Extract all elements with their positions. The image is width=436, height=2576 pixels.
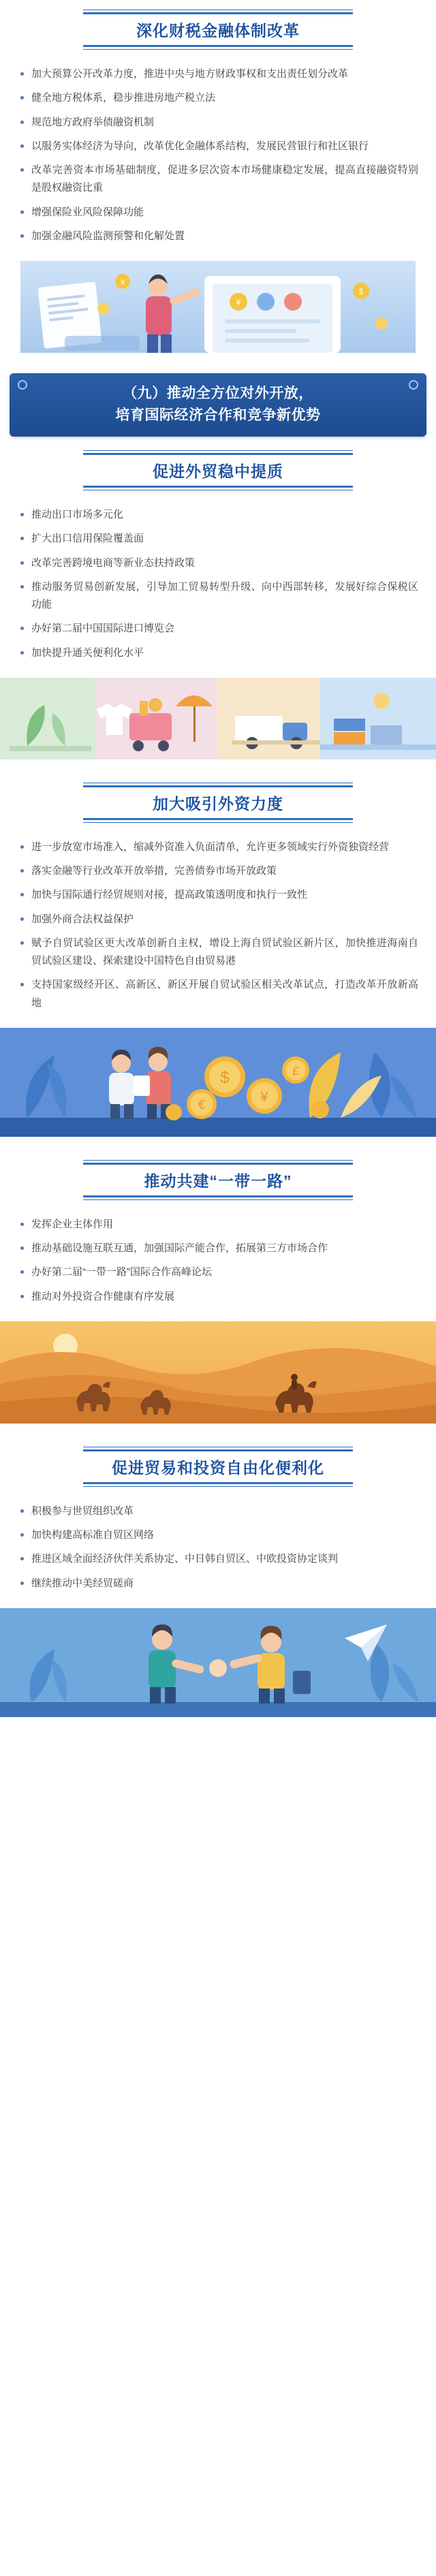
- heading-rule-top: [83, 1160, 354, 1165]
- list-item: 改革完善资本市场基础制度，促进多层次资本市场健康稳定发展，提高直接融资特别是股权融资比重: [20, 161, 418, 198]
- section-heading-trade-facilitation: [0, 1437, 436, 1494]
- list-item: 办好第二届中国国际进口博览会: [20, 620, 418, 638]
- ribbon-decoration-right: [409, 380, 418, 390]
- spacer: [0, 1137, 436, 1150]
- heading-rule-top: [83, 10, 354, 14]
- heading-rule-top: [83, 1447, 354, 1451]
- heading-rule-bottom: [83, 486, 354, 490]
- heading-rule-top: [83, 783, 354, 787]
- ribbon-opening-up: [0, 366, 436, 441]
- heading-rule-top: [83, 450, 354, 455]
- illustration-silk-road-scene: [0, 1321, 436, 1424]
- page-title-foreign-investment: 加大吸引外资力度: [153, 794, 283, 813]
- spacer: [0, 1424, 436, 1437]
- svg-text:¥: ¥: [236, 297, 241, 307]
- svg-text:$: $: [358, 287, 364, 296]
- list-item: 规范地方政府举债融资机制: [20, 114, 418, 131]
- list-item: 积极参与世贸组织改革: [20, 1503, 418, 1520]
- heading-rule-bottom: [83, 1195, 354, 1200]
- list-item: 健全地方税体系，稳步推进房地产税立法: [20, 89, 418, 107]
- page-title-foreign-trade: 促进外贸稳中提质: [153, 462, 283, 480]
- section-heading-belt-and-road: [0, 1150, 436, 1207]
- page-title-trade-facilitation: 促进贸易和投资自由化便利化: [112, 1458, 324, 1477]
- section-heading-fiscal-reform: [0, 0, 436, 57]
- list-item: 推进区域全面经济伙伴关系协定、中日韩自贸区、中欧投资协定谈判: [20, 1550, 418, 1568]
- list-item: 改革完善跨境电商等新业态扶持政策: [20, 554, 418, 572]
- list-item: 扩大出口信用保险覆盖面: [20, 530, 418, 548]
- ribbon-title-line1: （九）推动全方位对外开放，: [123, 386, 313, 401]
- list-item: 推动对外投资合作健康有序发展: [20, 1288, 418, 1306]
- page-title-fiscal-reform: 深化财税金融体制改革: [136, 22, 300, 40]
- list-item: 加快与国际通行经贸规则对接，提高政策透明度和执行一致性: [20, 886, 418, 904]
- list-trade-facilitation: [0, 1494, 436, 1608]
- svg-text:£: £: [292, 1064, 299, 1078]
- list-item: 推动基础设施互联互通，加强国际产能合作，拓展第三方市场合作: [20, 1240, 418, 1257]
- svg-text:€: €: [198, 1097, 206, 1112]
- illustration-trade-scene: [0, 678, 436, 759]
- list-item: 推动出口市场多元化: [20, 506, 418, 524]
- list-item: 支持国家级经开区、高新区、新区开展自贸试验区相关改革试点，打造改革开放新高地: [20, 976, 418, 1012]
- list-item: 以服务实体经济为导向，改革优化金融体系结构，发展民营银行和社区银行: [20, 138, 418, 155]
- svg-text:$: $: [220, 1068, 230, 1087]
- section-heading-foreign-trade: [0, 441, 436, 497]
- list-item: 推动服务贸易创新发展，引导加工贸易转型升级、向中西部转移，发展好综合保税区功能: [20, 578, 418, 614]
- list-item: 加快构建高标准自贸区网络: [20, 1526, 418, 1544]
- section-heading-foreign-investment: [0, 773, 436, 830]
- ribbon-decoration-left: [18, 380, 27, 390]
- heading-rule-bottom: [83, 45, 354, 50]
- spacer: [0, 759, 436, 773]
- list-foreign-trade: [0, 497, 436, 678]
- list-foreign-investment: [0, 830, 436, 1028]
- illustration-handshake-scene: [0, 1608, 436, 1717]
- list-belt-and-road: [0, 1207, 436, 1321]
- list-item: 继续推动中美经贸磋商: [20, 1575, 418, 1592]
- list-item: 发挥企业主体作用: [20, 1216, 418, 1234]
- svg-text:¥: ¥: [120, 279, 125, 287]
- list-item: 增强保险业风险保障功能: [20, 204, 418, 221]
- ribbon-title-line2: 培育国际经济合作和竞争新优势: [115, 407, 321, 423]
- list-item: 加大预算公开改革力度，推进中央与地方财政事权和支出责任划分改革: [20, 65, 418, 83]
- list-item: 加强金融风险监测预警和化解处置: [20, 227, 418, 245]
- list-item: 办好第二届“一带一路”国际合作高峰论坛: [20, 1263, 418, 1281]
- list-item: 落实金融等行业改革开放举措，完善债券市场开放政策: [20, 862, 418, 880]
- list-item: 加快提升通关便利化水平: [20, 644, 418, 662]
- spacer: [0, 353, 436, 366]
- list-item: 进一步放宽市场准入，缩减外资准入负面清单，允许更多领域实行外资独资经营: [20, 838, 418, 856]
- page-title-belt-and-road: 推动共建“一带一路”: [144, 1172, 292, 1190]
- heading-rule-bottom: [83, 818, 354, 823]
- illustration-fintech-scene: [0, 261, 436, 353]
- list-item: 加强外商合法权益保护: [20, 911, 418, 928]
- heading-rule-bottom: [83, 1482, 354, 1487]
- list-item: 赋予自贸试验区更大改革创新自主权，增设上海自贸试验区新片区，加快推进海南自贸试验区建设、探索建设中国特色自由贸易港: [20, 934, 418, 971]
- list-fiscal-reform: [0, 57, 436, 261]
- svg-text:¥: ¥: [260, 1088, 268, 1105]
- illustration-investment-scene: [0, 1028, 436, 1137]
